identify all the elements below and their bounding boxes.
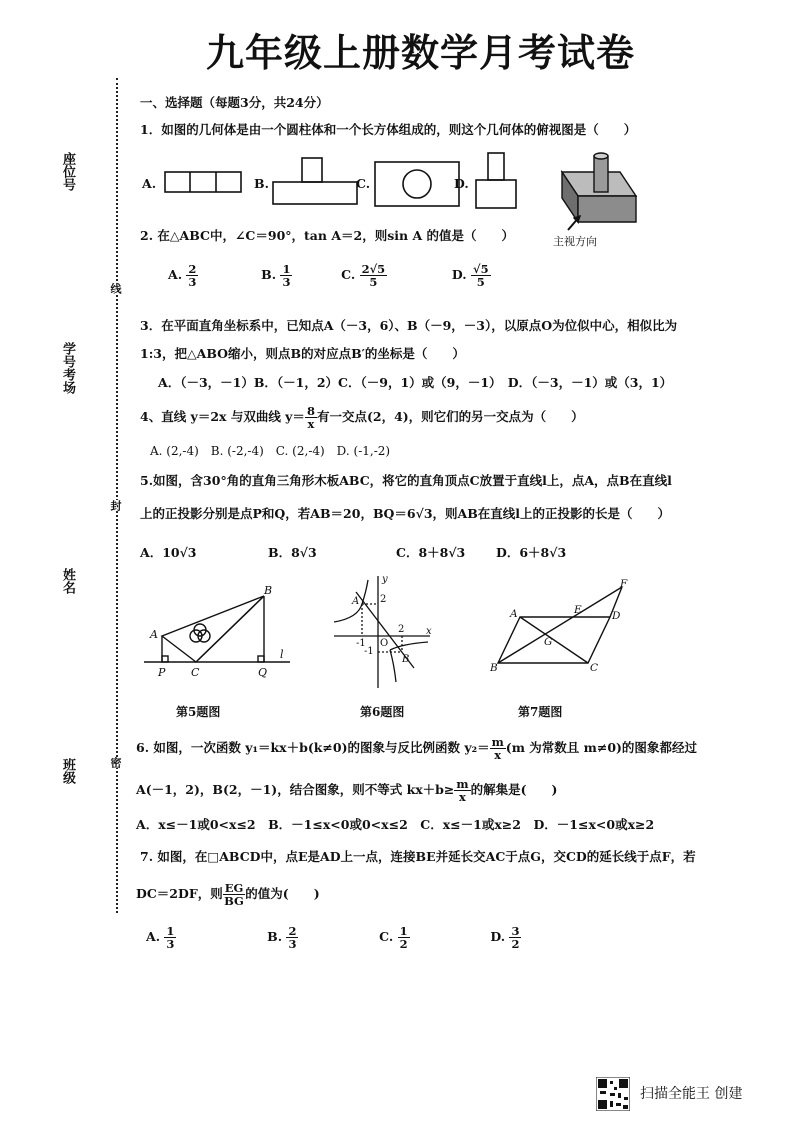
q5-option-c: C．8＋8√3	[396, 545, 466, 560]
fig6-axis-x: x	[426, 626, 432, 637]
binding-mark-seal: 封	[109, 500, 122, 511]
view-b-top	[302, 158, 322, 182]
binding-line	[116, 78, 118, 913]
q6-line2: A(－1，2)，B(2，－1)，结合图象，则不等式 kx＋b≥ $\frac{m}{x}$ 的解集是( )	[136, 777, 558, 804]
view-a-rect	[165, 172, 241, 192]
fig5-point-p: P	[158, 666, 166, 679]
q1-option-c: C.	[356, 176, 371, 191]
q6-options: A．x≤－1或0<x≤2 B．－1≤x<0或0<x≤2 C．x≤－1或x≥2 D．－1≤x<0或x≥2	[136, 817, 655, 832]
q7-option-d: D. $\frac{3}{2}$	[490, 924, 520, 951]
q1-option-d: D.	[454, 176, 469, 191]
student-number-label: 学号考场	[60, 342, 75, 394]
q5-line2: 上的正投影分别是点P和Q，若AB＝20，BQ＝6√3，则AB在直线l上的正投影的长是（ ）	[140, 506, 671, 521]
view-direction-label: 主视方向	[553, 235, 597, 248]
q7-line2: DC＝2DF，则 $\frac{EG}{BG}$ 的值为( )	[136, 881, 320, 908]
fig6-tick-y-2: 2	[380, 594, 387, 605]
fig5-point-q: Q	[258, 666, 268, 679]
fig7-point-e: E	[574, 604, 582, 616]
view-d-base	[476, 180, 516, 208]
q7-option-b: B. $\frac{2}{3}$	[267, 924, 297, 951]
q6-line1: 6. 如图，一次函数 y₁＝kx＋b(k≠0)的图象与反比例函数 y₂＝ $\frac{m}{x}$ (m 为常数且 m≠0)的图象都经过	[136, 735, 697, 762]
q2-option-b: B. $\frac{1}{3}$	[261, 262, 291, 289]
fig7-point-b: B	[490, 662, 498, 674]
view-c-circle	[403, 170, 431, 198]
fig6-point-b: B	[402, 654, 410, 665]
q7-option-c: C. $\frac{1}{2}$	[379, 924, 408, 951]
view-d-top	[488, 153, 504, 180]
q5-option-d: D．6＋8√3	[496, 545, 567, 560]
fig6-tick-y-neg1: -1	[364, 646, 374, 657]
page-title: 九年级上册数学月考试卷	[206, 31, 636, 75]
fig7-point-d: D	[612, 610, 621, 622]
q2-option-a: A. $\frac{2}{3}$	[168, 262, 197, 289]
fig7-point-f: F	[620, 578, 628, 590]
fig5-point-b: B	[264, 584, 273, 597]
fig7-point-g: G	[544, 636, 553, 648]
class-label: 班级	[60, 758, 75, 784]
q5-line1: 5.如图，含30°角的直角三角形木板ABC，将它的直角顶点C放置于直线l上，点A，点B在直线l	[140, 473, 672, 488]
q1-stem: 1．如图的几何体是由一个圆柱体和一个长方体组成的，则这个几何体的俯视图是（ ）	[140, 122, 637, 137]
name-label: 姓名	[60, 568, 75, 594]
q1-option-a: A.	[142, 176, 157, 191]
fig6-tick-x-neg1: -1	[356, 638, 366, 649]
figure-7	[486, 575, 636, 685]
fig7-point-c: C	[590, 662, 599, 674]
q3-line2: 1:3，把△ABO缩小，则点B的对应点B′的坐标是（ ）	[140, 346, 465, 361]
fig5-point-a: A	[150, 628, 158, 641]
q2-option-d: D. $\frac{√5}{5}$	[451, 262, 489, 289]
diagonal-ac	[520, 617, 588, 663]
fig6-tick-x-2: 2	[398, 624, 405, 635]
q7-line1: 7. 如图，在□ABCD中，点E是AD上一点，连接BE并延长交AC于点G，交CD的延长线于点F，若	[140, 849, 696, 864]
q4-options: A. (2,-4) B. (-2,-4) C. (2,-4) D. (-1,-2)	[150, 444, 391, 458]
q3-options: A．（－3，－1）B．（－1，2）C．（－9，1）或（9，－1） D．（－3，－1）或（3，1）	[158, 375, 673, 390]
view-b-base	[273, 182, 357, 204]
q1-option-figures	[160, 150, 560, 220]
figure-7-caption: 第7题图	[518, 705, 563, 719]
q7-option-a: A. $\frac{1}{3}$	[146, 924, 175, 951]
binding-mark-line: 线	[109, 283, 122, 294]
view-c-rect	[375, 162, 459, 206]
q2-stem: 2. 在△ABC中，∠C＝90°，tan A＝2，则sin A 的值是（ ）	[140, 228, 515, 243]
triangle-abc	[162, 596, 264, 662]
fig6-axis-y: y	[382, 574, 388, 585]
q4-stem: 4、直线 y＝2x 与双曲线 y＝ $\frac{8}{x}$ 有一交点(2，4)，则它们的另一交点为（ ）	[140, 404, 584, 431]
figure-6	[330, 572, 440, 692]
q5-option-b: B．8√3	[268, 545, 317, 560]
q2-options	[168, 263, 491, 288]
fig6-origin: O	[380, 638, 389, 649]
seat-number-label: 座位号	[60, 152, 75, 191]
q2-option-c: C. $\frac{2√5}{5}$	[341, 262, 386, 289]
q7-options	[146, 925, 521, 950]
q3-line1: 3．在平面直角坐标系中，已知点A（－3，6）、B（－9，－3），以原点O为位似中心，相似比为	[140, 318, 678, 333]
fig6-point-a: A	[352, 596, 360, 607]
binding-mark-secret: 密	[109, 757, 122, 768]
fig5-point-c: C	[191, 666, 200, 679]
qr-code-icon	[596, 1077, 630, 1111]
q5-option-a: A．10√3	[140, 545, 197, 560]
hyperbola-left	[334, 580, 368, 622]
q1-option-b: B.	[254, 176, 269, 191]
figure-5	[140, 580, 300, 690]
figure-5-caption: 第5题图	[176, 705, 221, 719]
fig7-point-a: A	[510, 608, 518, 620]
figure-6-caption: 第6题图	[360, 705, 405, 719]
section-header: 一、选择题（每题3分，共24分）	[140, 95, 329, 110]
hyperbola-right-low	[390, 650, 396, 682]
fig5-line-l: l	[280, 648, 284, 661]
scanner-watermark: 扫描全能王 创建	[640, 1086, 743, 1102]
